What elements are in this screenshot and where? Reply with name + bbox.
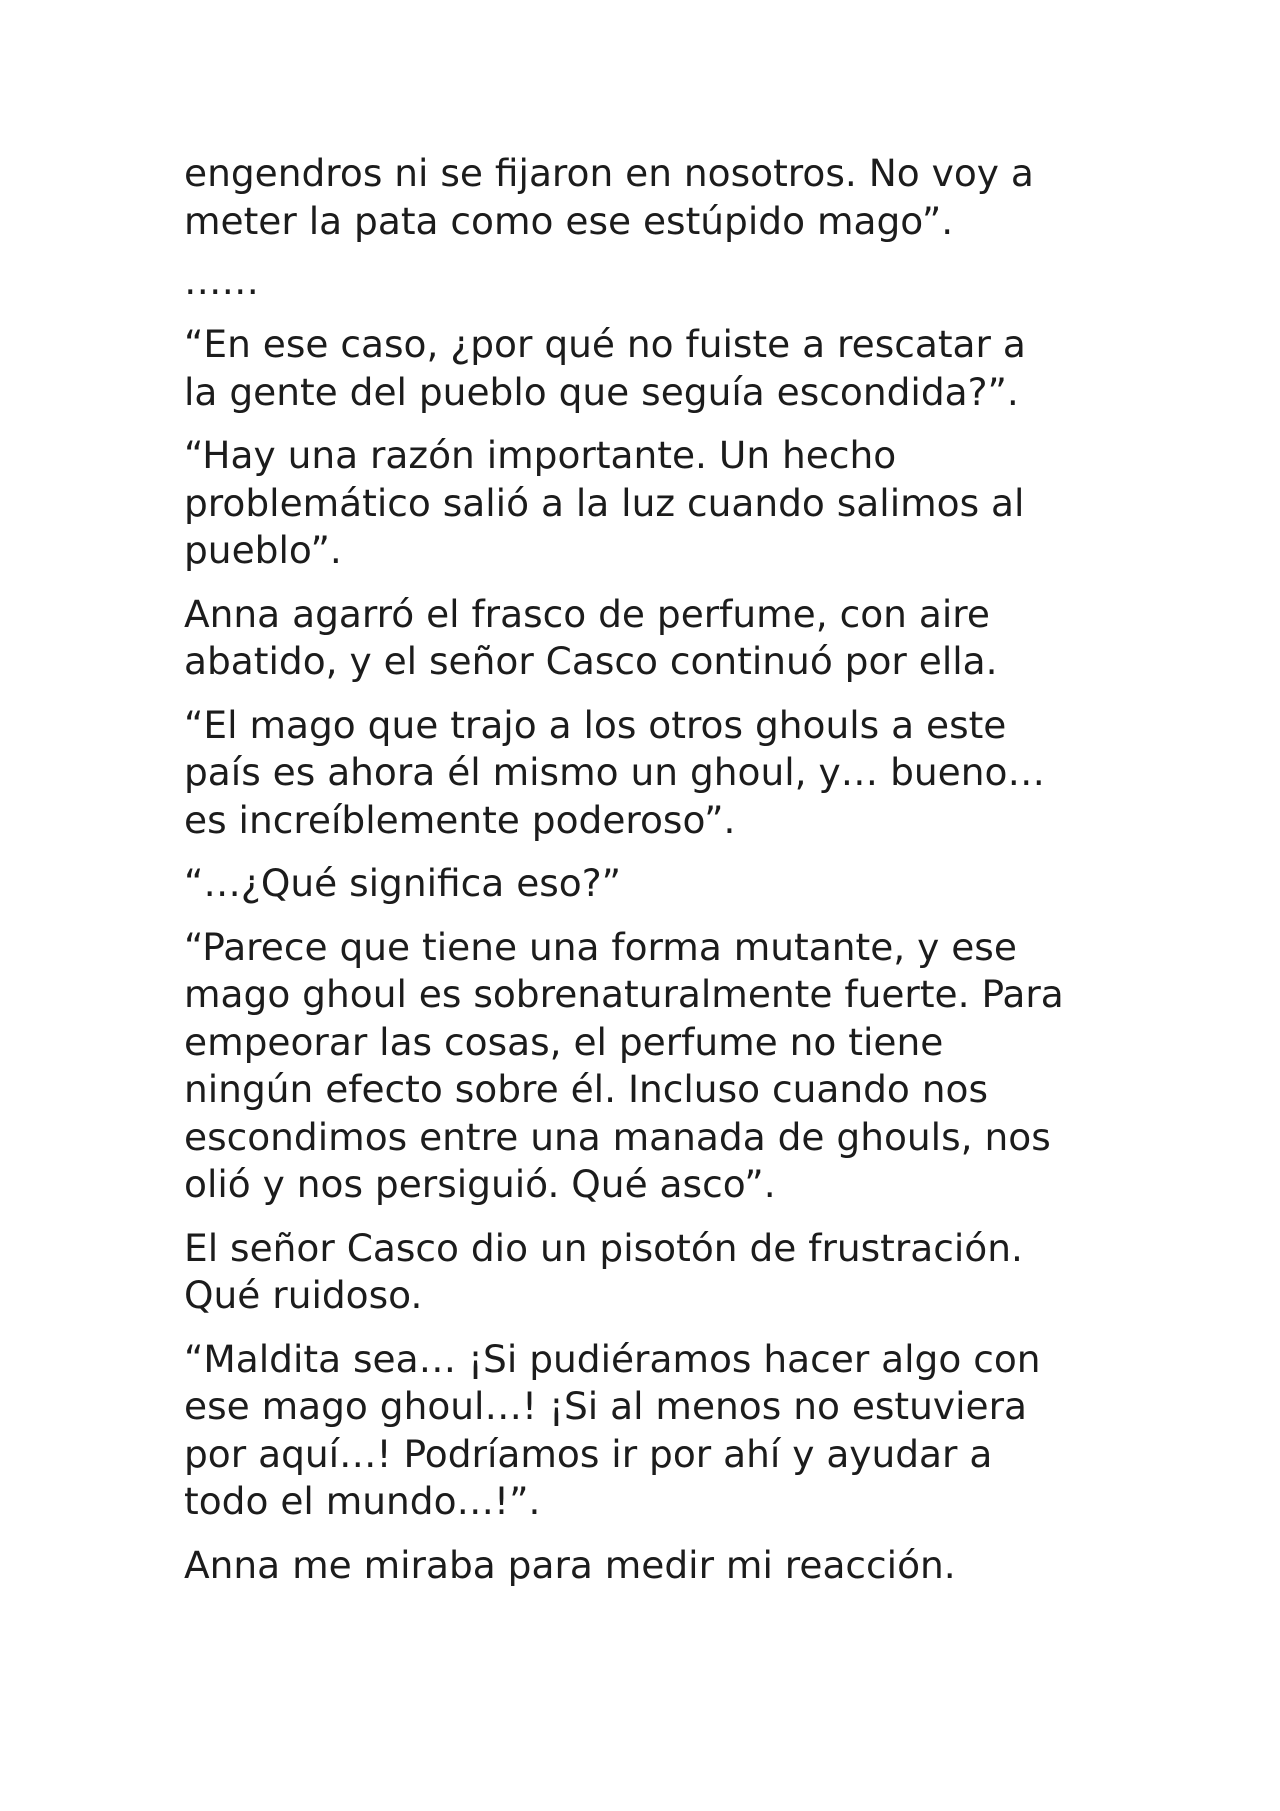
text-line: “En ese caso, ¿por qué no fuiste a rescatar a bbox=[184, 322, 1026, 366]
text-line: meter la pata como ese estúpido mago”. bbox=[184, 198, 954, 243]
text-line: “El mago que trajo a los otros ghouls a este bbox=[184, 702, 1007, 747]
paragraph bbox=[184, 1336, 1104, 1526]
paragraph bbox=[184, 1225, 1104, 1320]
text-line: abatido, y el señor Casco continuó por ella. bbox=[184, 639, 998, 683]
paragraph bbox=[184, 1542, 1104, 1590]
paragraph bbox=[184, 924, 1104, 1209]
text-line: “Maldita sea… ¡Si pudiéramos hacer algo con bbox=[184, 1336, 1041, 1381]
text-line: ningún efecto sobre él. Incluso cuando nos bbox=[184, 1067, 989, 1111]
text-line: engendros ni se fijaron en nosotros. No voy a bbox=[184, 151, 1034, 195]
text-line: Qué ruidoso. bbox=[184, 1273, 423, 1317]
document-page bbox=[184, 150, 1104, 1605]
scene-break bbox=[184, 261, 1104, 301]
text-line: todo el mundo…!”. bbox=[184, 1479, 541, 1523]
text-line: El señor Casco dio un pisotón de frustración. bbox=[184, 1225, 1023, 1270]
text-line: empeorar las cosas, el perfume no tiene bbox=[184, 1019, 944, 1064]
text-line: “…¿Qué significa eso?” bbox=[184, 861, 622, 905]
text-line: olió y nos persiguió. Qué asco”. bbox=[184, 1162, 776, 1206]
text-line: ese mago ghoul…! ¡Si al menos no estuviera bbox=[184, 1384, 1027, 1428]
text-line: la gente del pueblo que seguía escondida?”. bbox=[184, 369, 1019, 414]
text-line: Anna me miraba para medir mi reacción. bbox=[184, 1542, 956, 1587]
text-line: Anna agarró el frasco de perfume, con aire bbox=[184, 591, 990, 636]
text-line: país es ahora él mismo un ghoul, y… bueno… bbox=[184, 750, 1045, 794]
text-line: mago ghoul es sobrenaturalmente fuerte. Para bbox=[184, 972, 1064, 1016]
text-line: “Parece que tiene una forma mutante, y ese bbox=[184, 924, 1017, 969]
paragraph bbox=[184, 702, 1104, 845]
paragraph bbox=[184, 150, 1104, 245]
paragraph bbox=[184, 860, 1104, 908]
text-line: “Hay una razón importante. Un hecho bbox=[184, 433, 897, 477]
text-line: …… bbox=[184, 259, 259, 303]
paragraph bbox=[184, 591, 1104, 686]
paragraph bbox=[184, 321, 1104, 416]
text-line: problemático salió a la luz cuando salimos al bbox=[184, 480, 1025, 525]
text-line: es increíblemente poderoso”. bbox=[184, 797, 736, 842]
text-line: escondimos entre una manada de ghouls, nos bbox=[184, 1114, 1051, 1159]
paragraph bbox=[184, 432, 1104, 575]
text-line: por aquí…! Podríamos ir por ahí y ayudar a bbox=[184, 1431, 993, 1476]
text-line: pueblo”. bbox=[184, 528, 342, 572]
